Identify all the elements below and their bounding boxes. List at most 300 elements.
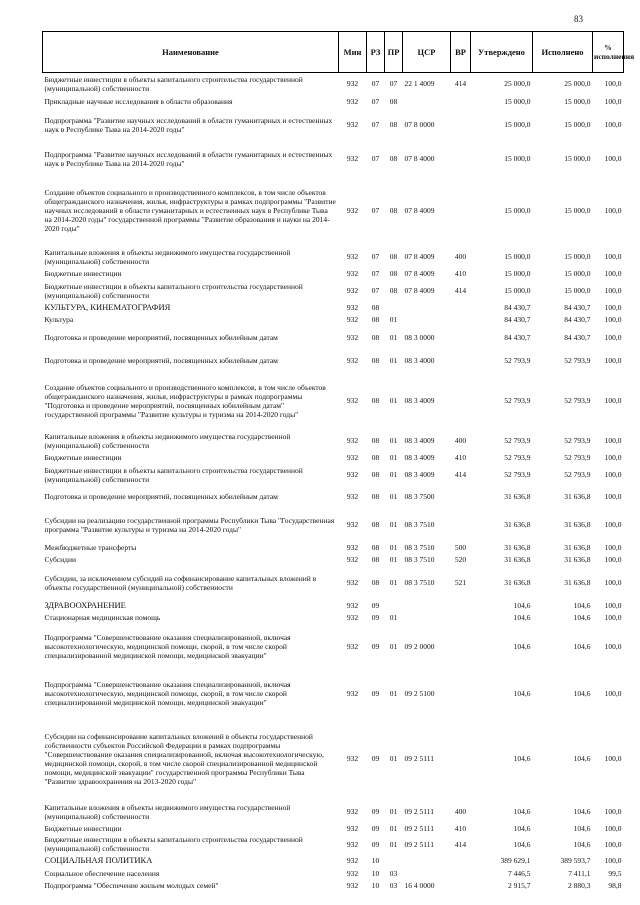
table-row <box>43 623 624 670</box>
row-approved: 15 000,0 <box>504 120 531 129</box>
row-approved: 84 430,7 <box>504 332 531 342</box>
row-rz: 07 <box>371 154 380 163</box>
page-number: 83 <box>574 14 583 24</box>
row-pr: 08 <box>389 252 398 261</box>
row-rz: 07 <box>371 286 380 295</box>
row-pr: 01 <box>389 543 398 552</box>
row-name: Подпрограмма "Совершенствование оказания специализированной, включая высокотехнологическую, медицинской помощи, скорой, в том числе скорой специализированной медицинской помощи, медицинской эвакуации" <box>44 679 291 707</box>
header-min: Мин <box>339 32 367 73</box>
row-pr: 01 <box>389 453 398 462</box>
table-row <box>43 566 624 600</box>
row-approved: 52 793,9 <box>504 470 531 479</box>
row-name: Создание объектов социального и производственного комплексов, в том числе объектов общегражданского назначения, жилья, инфраструктуры в рамках подпрограммы "Развитие научных исследований в области гуманитарных и естественных наук в Республике Тыва на 2014-2020 годы" государственной программы "Развитие образования и науки на 2014-2020 годы" <box>44 188 336 233</box>
row-vr: 414 <box>454 286 467 295</box>
row-name: Субсидии на софинансирование капитальных вложений в объекты государственной собственности субъектов Российской Федерации в рамках подпрограммы "Совершенствование оказания специализированной, включая высокотехнологическую, медицинской помощи, скорой, в том числе скорой специализированной медицинской помощи, медицинской эвакуации" государственной программы Республики Тыва "Развитие здравоохранения на 2013-2020 годы" <box>44 731 324 786</box>
row-approved: 25 000,0 <box>504 79 531 89</box>
row-pr: 01 <box>389 578 398 587</box>
row-percent: 100,0 <box>604 520 622 529</box>
row-name: Бюджетные инвестиции <box>44 453 122 462</box>
row-vr <box>451 142 471 176</box>
row-executed: 52 793,9 <box>564 396 591 405</box>
row-approved: 15 000,0 <box>504 269 531 278</box>
row-name: Подготовка и проведение мероприятий, посвященных юбилейным датам <box>44 355 278 365</box>
row-approved: 2 915,7 <box>508 881 531 890</box>
row-csr: 08 3 7500 <box>404 492 435 501</box>
row-approved: 52 793,9 <box>504 453 531 462</box>
row-pr: 01 <box>389 355 398 365</box>
table-row <box>43 612 624 623</box>
row-rz: 09 <box>371 688 380 698</box>
row-name: Социальное обеспечение населения <box>44 868 160 878</box>
row-executed: 15 000,0 <box>564 120 591 129</box>
row-vr <box>451 314 471 326</box>
row-approved: 104,6 <box>513 839 531 849</box>
row-rz: 08 <box>371 543 380 552</box>
row-percent: 100,0 <box>604 492 622 501</box>
row-pr: 08 <box>389 206 398 215</box>
row-vr: 414 <box>454 839 467 849</box>
header-executed: Исполнено <box>533 32 593 73</box>
header-name: Наименование <box>43 32 339 73</box>
row-min: 932 <box>346 436 359 445</box>
table-header-row <box>43 32 624 73</box>
row-csr: 08 3 4009 <box>404 396 435 405</box>
row-csr <box>403 314 451 326</box>
row-vr <box>451 508 471 542</box>
row-percent: 100,0 <box>604 470 622 479</box>
row-min: 932 <box>346 688 359 698</box>
row-executed: 52 793,9 <box>564 355 591 365</box>
row-name: Капитальные вложения в объекты недвижимого имущества государственной (муниципальной) собственности <box>44 431 291 450</box>
row-vr: 400 <box>454 807 467 816</box>
row-approved: 31 636,8 <box>504 543 531 552</box>
row-vr <box>451 717 471 801</box>
row-approved: 52 793,9 <box>504 396 531 405</box>
row-percent: 100,0 <box>604 641 622 651</box>
row-percent: 100,0 <box>604 754 622 763</box>
row-approved: 104,6 <box>513 641 531 651</box>
header-csr: ЦСР <box>403 32 451 73</box>
row-rz: 09 <box>371 641 380 651</box>
row-rz: 07 <box>371 79 380 89</box>
row-csr: 09 2 0000 <box>404 641 435 651</box>
row-rz: 08 <box>371 578 380 587</box>
row-vr <box>451 372 471 430</box>
row-vr <box>451 880 471 892</box>
row-rz: 08 <box>371 492 380 501</box>
row-min: 932 <box>346 453 359 462</box>
table-row <box>43 302 624 314</box>
row-rz: 08 <box>371 520 380 529</box>
row-percent: 100,0 <box>604 578 622 587</box>
row-executed: 52 793,9 <box>564 436 591 445</box>
row-csr: 09 2 5111 <box>404 839 434 849</box>
row-executed: 15 000,0 <box>564 206 591 215</box>
row-vr: 410 <box>454 269 467 278</box>
table-row <box>43 486 624 508</box>
row-name: Подпрограмма "Совершенствование оказания специализированной, включая высокотехнологическую, медицинской помощи, скорой, в том числе скорой специализированной медицинской помощи, медицинской эвакуации" <box>44 632 291 660</box>
row-name: Субсидии, за исключением субсидий на софинансирование капитальных вложений в объекты государственной (муниципальной) собственности <box>44 573 317 592</box>
row-approved: 15 000,0 <box>504 154 531 163</box>
row-approved: 15 000,0 <box>504 96 531 106</box>
row-executed: 7 411,1 <box>568 868 591 878</box>
row-min: 932 <box>346 470 359 479</box>
row-min: 932 <box>346 492 359 501</box>
row-vr: 414 <box>454 79 467 89</box>
row-csr: 08 3 4009 <box>404 436 435 445</box>
row-pr: 01 <box>389 520 398 529</box>
row-min: 932 <box>346 269 359 278</box>
row-rz: 08 <box>371 436 380 445</box>
row-name: Подпрограмма "Обеспечение жильем молодых семей" <box>44 881 219 890</box>
row-vr <box>451 326 471 349</box>
row-csr <box>403 855 451 867</box>
row-pr: 01 <box>389 807 398 816</box>
table-row <box>43 314 624 326</box>
row-rz: 08 <box>371 453 380 462</box>
row-executed: 31 636,8 <box>564 555 591 564</box>
row-percent: 100,0 <box>604 823 622 833</box>
row-pr: 01 <box>389 492 398 501</box>
row-name: Субсидии на реализацию государственной программы Республики Тыва "Государственная программа "Развитие культуры и туризма на 2014-2020 годы" <box>44 515 335 534</box>
row-name: Стационарная медицинская помощь <box>44 612 161 622</box>
row-approved: 104,6 <box>513 688 531 698</box>
row-percent: 100,0 <box>604 252 622 261</box>
row-executed: 84 430,7 <box>564 332 591 342</box>
row-min: 932 <box>346 286 359 295</box>
row-vr: 520 <box>454 555 467 564</box>
row-rz: 10 <box>371 881 380 890</box>
row-approved: 389 629,1 <box>500 856 531 865</box>
row-min: 932 <box>346 754 359 763</box>
row-csr: 07 8 4000 <box>404 154 435 163</box>
table-row <box>43 717 624 801</box>
row-approved: 7 446,5 <box>508 868 531 878</box>
row-approved: 84 430,7 <box>504 303 531 312</box>
table-row <box>43 326 624 349</box>
row-csr: 08 3 4009 <box>404 453 435 462</box>
table-row <box>43 834 624 855</box>
row-approved: 84 430,7 <box>504 315 531 324</box>
row-executed: 104,6 <box>573 641 591 651</box>
row-rz: 08 <box>371 355 380 365</box>
row-percent: 100,0 <box>604 555 622 564</box>
row-min: 932 <box>346 807 359 816</box>
row-pr: 01 <box>389 754 398 763</box>
row-pr: 08 <box>389 120 398 129</box>
row-min: 932 <box>346 520 359 529</box>
row-csr: 07 8 4009 <box>404 286 435 295</box>
row-executed: 84 430,7 <box>564 303 591 312</box>
row-rz: 08 <box>371 470 380 479</box>
row-executed: 104,6 <box>573 807 591 816</box>
table-row <box>43 542 624 554</box>
row-rz: 09 <box>371 754 380 763</box>
row-csr: 07 8 0000 <box>404 120 435 129</box>
row-pr: 01 <box>389 688 398 698</box>
row-min: 932 <box>346 79 359 89</box>
row-executed: 2 880,3 <box>568 881 591 890</box>
budget-table <box>42 31 635 892</box>
row-approved: 31 636,8 <box>504 555 531 564</box>
row-percent: 100,0 <box>604 269 622 278</box>
row-executed: 31 636,8 <box>564 543 591 552</box>
row-percent: 100,0 <box>604 303 622 312</box>
row-approved: 15 000,0 <box>504 252 531 261</box>
row-percent: 100,0 <box>604 286 622 295</box>
row-percent: 100,0 <box>604 807 622 816</box>
row-executed: 52 793,9 <box>564 470 591 479</box>
row-min: 932 <box>346 601 359 610</box>
row-min: 932 <box>346 303 359 312</box>
table-row <box>43 108 624 142</box>
row-csr: 08 3 4009 <box>404 470 435 479</box>
row-executed: 15 000,0 <box>564 269 591 278</box>
row-vr <box>451 108 471 142</box>
table-row <box>43 600 624 612</box>
table-row <box>43 372 624 430</box>
row-name: Подготовка и проведение мероприятий, посвященных юбилейным датам <box>44 492 278 501</box>
row-csr: 08 3 7510 <box>404 520 435 529</box>
row-executed: 15 000,0 <box>564 154 591 163</box>
row-csr: 08 3 0000 <box>404 332 435 342</box>
row-percent: 100,0 <box>604 96 622 106</box>
row-executed: 52 793,9 <box>564 453 591 462</box>
row-percent: 100,0 <box>604 120 622 129</box>
row-executed: 104,6 <box>573 839 591 849</box>
row-pr: 01 <box>389 470 398 479</box>
row-approved: 104,6 <box>513 601 531 610</box>
header-approved: Утверждено <box>471 32 533 73</box>
row-name: Бюджетные инвестиции в объекты капитального строительства государственной (муниципальной) собственности <box>44 465 303 484</box>
row-pr: 08 <box>389 286 398 295</box>
row-vr: 400 <box>454 252 467 261</box>
table-row <box>43 823 624 834</box>
row-vr <box>451 623 471 670</box>
row-name: Капитальные вложения в объекты недвижимого имущества государственной (муниципальной) собственности <box>44 247 291 266</box>
row-csr: 09 2 5111 <box>404 754 434 763</box>
row-min: 932 <box>346 868 359 878</box>
row-csr <box>403 600 451 612</box>
header-rz: РЗ <box>367 32 385 73</box>
row-name: Подготовка и проведение мероприятий, посвященных юбилейным датам <box>44 332 278 342</box>
row-name: СОЦИАЛЬНАЯ ПОЛИТИКА <box>44 855 153 866</box>
row-csr <box>403 95 451 108</box>
row-approved: 104,6 <box>513 823 531 833</box>
row-csr: 16 4 0000 <box>404 881 435 890</box>
row-pr: 01 <box>389 332 398 342</box>
table-row <box>43 508 624 542</box>
row-csr: 08 3 7510 <box>404 578 435 587</box>
row-approved: 104,6 <box>513 807 531 816</box>
table-row <box>43 670 624 717</box>
row-percent: 98,8 <box>608 881 622 890</box>
row-percent: 100,0 <box>604 315 622 324</box>
row-vr <box>451 486 471 508</box>
row-min: 932 <box>346 252 359 261</box>
table-row <box>43 867 624 880</box>
row-vr: 500 <box>454 543 467 552</box>
row-rz: 10 <box>371 868 380 878</box>
row-rz: 07 <box>371 269 380 278</box>
table-row <box>43 430 624 452</box>
row-csr: 09 2 5111 <box>404 807 434 816</box>
table-row <box>43 142 624 176</box>
row-percent: 100,0 <box>604 436 622 445</box>
row-min: 932 <box>346 96 359 106</box>
row-vr <box>451 349 471 372</box>
row-name: Субсидии <box>44 555 76 564</box>
row-name: КУЛЬТУРА, КИНЕМАТОГРАФИЯ <box>44 302 171 313</box>
row-rz: 08 <box>371 332 380 342</box>
row-name: Межбюджетные трансферты <box>44 543 137 552</box>
row-vr <box>451 176 471 246</box>
row-rz: 08 <box>371 555 380 564</box>
table-row <box>43 880 624 892</box>
row-vr: 414 <box>454 470 467 479</box>
row-approved: 104,6 <box>513 754 531 763</box>
row-approved: 31 636,8 <box>504 492 531 501</box>
row-vr <box>451 867 471 880</box>
row-approved: 52 793,9 <box>504 355 531 365</box>
row-percent: 100,0 <box>604 396 622 405</box>
table-row <box>43 268 624 280</box>
row-pr: 01 <box>389 612 398 622</box>
row-approved: 15 000,0 <box>504 206 531 215</box>
row-vr <box>451 670 471 717</box>
row-min: 932 <box>346 641 359 651</box>
row-rz: 09 <box>371 823 380 833</box>
table-body <box>43 73 624 892</box>
row-min: 932 <box>346 154 359 163</box>
row-name: Бюджетные инвестиции в объекты капитального строительства государственной (муниципальной) собственности <box>44 835 303 853</box>
table-row <box>43 349 624 372</box>
row-csr: 09 2 5111 <box>404 823 434 833</box>
row-name: Бюджетные инвестиции <box>44 269 122 278</box>
row-name: Подпрограмма "Развитие научных исследований в области гуманитарных и естественных наук в Республике Тыва на 2014-2020 годы" <box>44 115 333 134</box>
row-pr: 01 <box>389 839 398 849</box>
row-min: 932 <box>346 543 359 552</box>
row-min: 932 <box>346 332 359 342</box>
row-percent: 100,0 <box>604 453 622 462</box>
row-min: 932 <box>346 856 359 865</box>
row-rz: 09 <box>371 612 380 622</box>
row-pr: 01 <box>389 641 398 651</box>
row-min: 932 <box>346 120 359 129</box>
row-percent: 100,0 <box>604 206 622 215</box>
row-rz: 09 <box>371 839 380 849</box>
row-percent: 100,0 <box>604 543 622 552</box>
row-vr: 410 <box>454 453 467 462</box>
row-name: Создание объектов социального и производственного комплексов, в том числе объектов общегражданского назначения, жилья, инфраструктуры в рамках подпрограммы "Подготовка и проведение мероприятий, посвященных юбилейным датам" государственной программы "Развитие культуры и туризма на 2014-2020 годы" <box>44 382 326 419</box>
row-name: Культура <box>44 315 74 324</box>
row-rz: 09 <box>371 807 380 816</box>
table-row <box>43 246 624 268</box>
row-name: Капитальные вложения в объекты недвижимого имущества государственной (муниципальной) собственности <box>44 802 291 821</box>
row-pr: 08 <box>389 96 398 106</box>
row-percent: 100,0 <box>604 332 622 342</box>
header-percent: % исполнения <box>593 32 624 73</box>
row-name: Прикладные научные исследования в области образования <box>44 96 233 106</box>
row-name: Бюджетные инвестиции <box>44 823 122 833</box>
row-pr: 08 <box>389 154 398 163</box>
row-min: 932 <box>346 206 359 215</box>
row-percent: 100,0 <box>604 601 622 610</box>
row-csr: 07 8 4009 <box>404 206 435 215</box>
row-name: Бюджетные инвестиции в объекты капитального строительства государственной (муниципальной) собственности <box>44 74 303 93</box>
row-min: 932 <box>346 355 359 365</box>
row-percent: 100,0 <box>604 355 622 365</box>
row-approved: 15 000,0 <box>504 286 531 295</box>
row-min: 932 <box>346 881 359 890</box>
row-min: 932 <box>346 578 359 587</box>
row-executed: 15 000,0 <box>564 96 591 106</box>
row-vr <box>451 302 471 314</box>
row-executed: 31 636,8 <box>564 578 591 587</box>
row-pr <box>385 855 403 867</box>
row-percent: 100,0 <box>604 612 622 622</box>
row-vr: 521 <box>454 578 467 587</box>
row-csr: 07 8 4009 <box>404 252 435 261</box>
row-percent: 100,0 <box>604 839 622 849</box>
row-vr <box>451 612 471 623</box>
row-approved: 31 636,8 <box>504 520 531 529</box>
row-csr: 08 3 7510 <box>404 543 435 552</box>
row-pr: 07 <box>389 79 398 89</box>
row-rz: 07 <box>371 252 380 261</box>
row-csr: 09 2 5100 <box>404 688 435 698</box>
row-csr: 08 3 4000 <box>404 355 435 365</box>
row-approved: 104,6 <box>513 612 531 622</box>
table-row <box>43 554 624 566</box>
row-executed: 15 000,0 <box>564 286 591 295</box>
row-vr <box>451 855 471 867</box>
row-rz: 08 <box>371 315 380 324</box>
row-min: 932 <box>346 612 359 622</box>
row-executed: 15 000,0 <box>564 252 591 261</box>
row-csr: 22 1 4009 <box>404 79 435 89</box>
row-percent: 100,0 <box>604 688 622 698</box>
row-min: 932 <box>346 839 359 849</box>
table-row <box>43 464 624 486</box>
row-name: ЗДРАВООХРАНЕНИЕ <box>44 600 126 611</box>
row-percent: 100,0 <box>604 154 622 163</box>
row-vr <box>451 600 471 612</box>
row-pr <box>385 302 403 314</box>
table-row <box>43 95 624 108</box>
row-pr: 01 <box>389 396 398 405</box>
row-approved: 31 636,8 <box>504 578 531 587</box>
row-executed: 104,6 <box>573 754 591 763</box>
row-executed: 84 430,7 <box>564 315 591 324</box>
row-pr: 01 <box>389 555 398 564</box>
row-min: 932 <box>346 315 359 324</box>
table-row <box>43 801 624 823</box>
row-csr: 08 3 7510 <box>404 555 435 564</box>
row-executed: 25 000,0 <box>564 79 591 89</box>
row-approved: 52 793,9 <box>504 436 531 445</box>
row-pr <box>385 600 403 612</box>
table-row <box>43 73 624 95</box>
row-percent: 100,0 <box>604 856 622 865</box>
row-csr <box>403 302 451 314</box>
row-percent: 99,5 <box>608 868 622 878</box>
row-min: 932 <box>346 555 359 564</box>
row-vr <box>451 95 471 108</box>
row-name: Бюджетные инвестиции в объекты капитального строительства государственной (муниципальной) собственности <box>44 281 303 300</box>
row-executed: 104,6 <box>573 823 591 833</box>
row-rz: 07 <box>371 206 380 215</box>
